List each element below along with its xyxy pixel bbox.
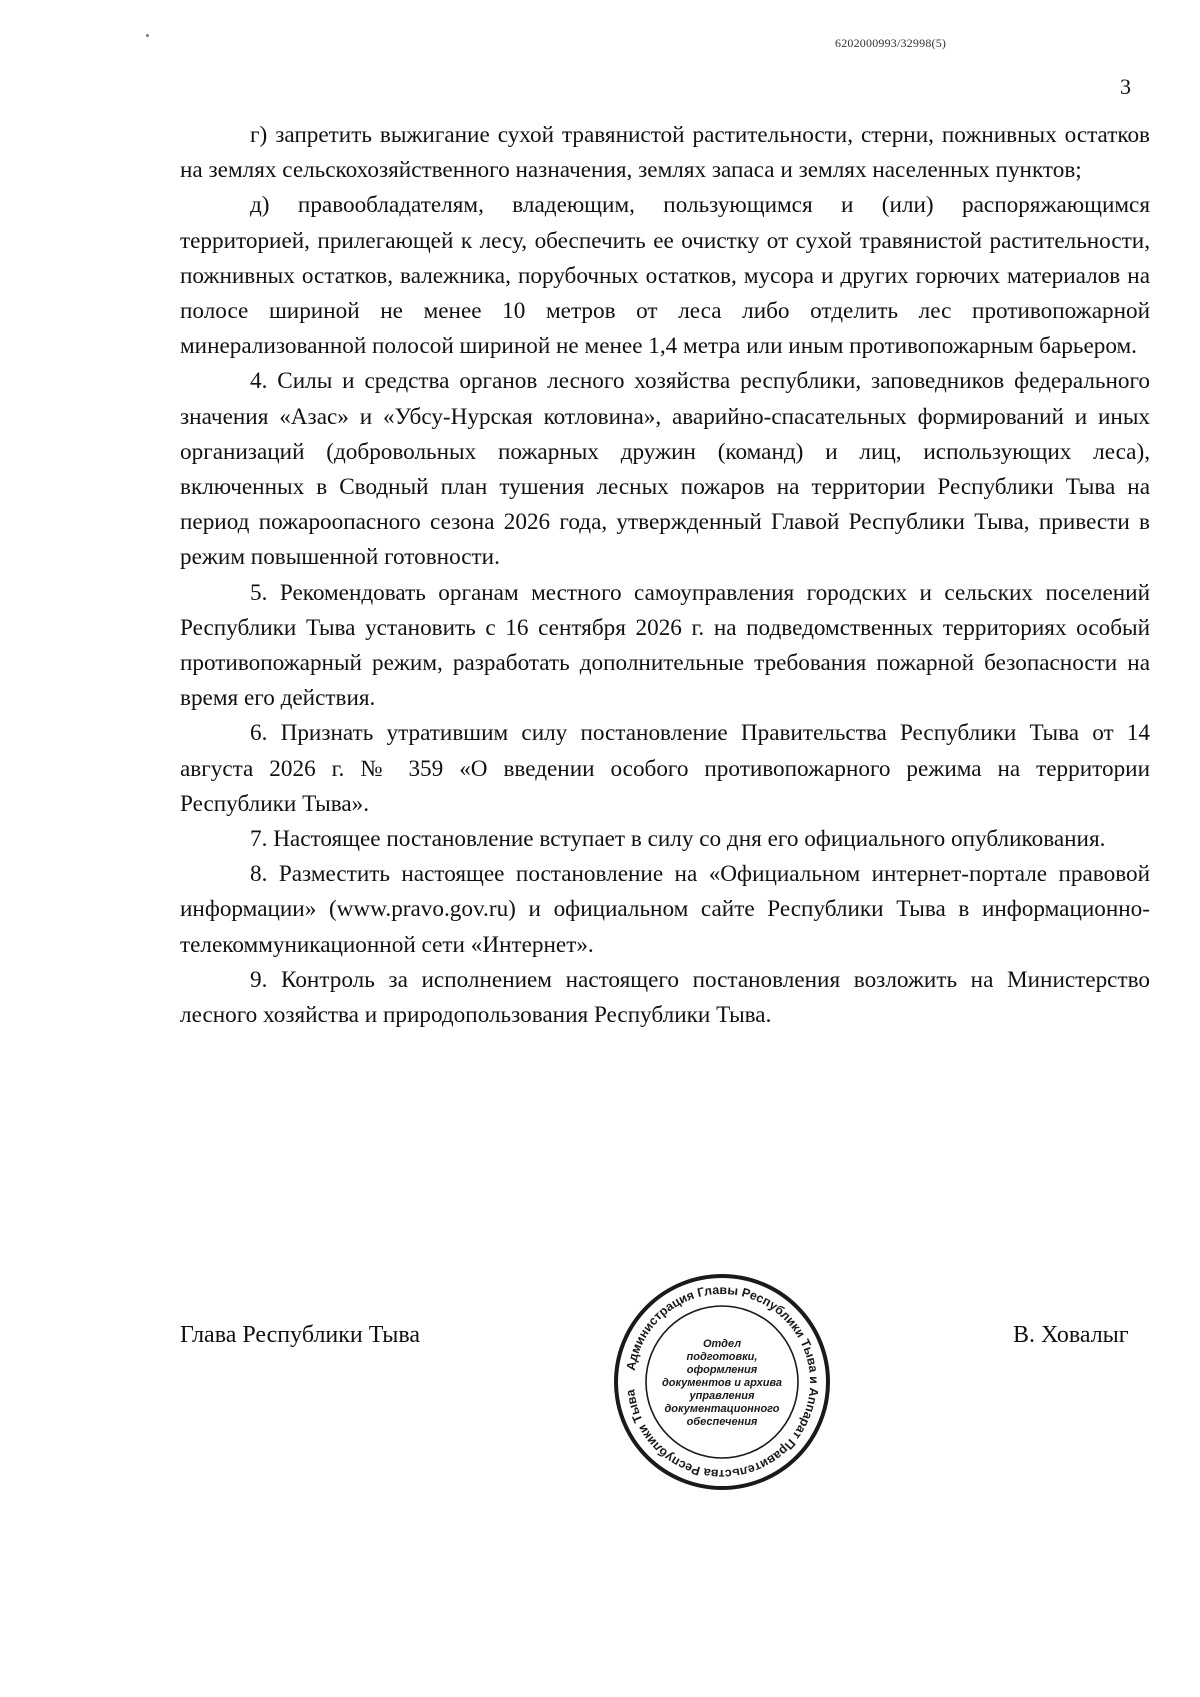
signature-position: Глава Республики Тыва (180, 1322, 421, 1348)
scan-speck (146, 34, 149, 37)
document-code: 6202000993/32998(5) (835, 36, 947, 50)
seal-center-line: документов и архива (661, 1377, 783, 1389)
seal-center-line: подготовки, (686, 1351, 758, 1363)
paragraph-7: 7. Настоящее постановление вступает в силу со дня его официального опубликования. (250, 826, 1106, 853)
paragraph-g: г) запретить выжигание сухой травянистой растительности, стерни, пожнивных остатков на землях сельскохозяйственного назначения, землях запаса и землях населенных пунктов; (180, 122, 1150, 184)
paragraph-6: 6. Признать утратившим силу постановление Правительства Республики Тыва от 14 августа 2026 г. № 359 «О введении особого противопожарного режима на территории Республики Тыва». (180, 720, 1150, 817)
paragraph-5: 5. Рекомендовать органам местного самоуправления городских и сельских поселений Республики Тыва установить с 16 сентября 2026 г. на подведомственных территориях особый противопожарный режим, разработать дополнительные требования пожарной безопасности на время его действия. (180, 579, 1150, 712)
page-number: 3 (1120, 74, 1131, 99)
signature-name: В. Ховалыг (1013, 1322, 1129, 1348)
seal-center-line: документационного (664, 1403, 780, 1415)
paragraph-4: 4. Силы и средства органов лесного хозяйства республики, заповедников федерального значения «Азас» и «Убсу-Нурская котловина», аварийно-спасательных формирований и иных организаций (добровольных пожарных дружин (команд) и лиц, использующих леса), включенных в Сводный план тушения лесных пожаров на территории Республики Тыва на период пожароопасного сезона 2026 года, утвержденный Главой Республики Тыва, привести в режим повышенной готовности. (180, 368, 1150, 571)
seal-center-line: Отдел (702, 1338, 742, 1350)
seal-center-line: управления (689, 1390, 755, 1402)
seal-ring-text: Администрация Главы Республики Тыва и Аппарат Правительства Республики Тыва (623, 1282, 822, 1482)
official-seal (612, 1272, 832, 1492)
paragraph-8: 8. Разместить настоящее постановление на «Официальном интернет-портале правовой информации» (www.pravo.gov.ru) и официальном сайте Республики Тыва в информационно-телекоммуникационной сети «Интернет». (180, 861, 1150, 958)
paragraph-d: д) правообладателям, владеющим, пользующимся и (или) распоряжающимся территорией, прилегающей к лесу, обеспечить ее очистку от сухой травянистой растительности, пожнивных остатков, валежника, порубочных остатков, мусора и других горючих материалов на полосе шириной не менее 10 метров от леса либо отделить лес противопожарной минерализованной полосой шириной не менее 1,4 метра или иным противопожарным барьером. (180, 192, 1150, 360)
paragraph-9: 9. Контроль за исполнением настоящего постановления возложить на Министерство лесного хозяйства и природопользования Республики Тыва. (180, 966, 1150, 1029)
seal-center-line: оформления (686, 1364, 758, 1376)
seal-center-line: обеспечения (686, 1416, 758, 1428)
document-body (180, 118, 1150, 1033)
